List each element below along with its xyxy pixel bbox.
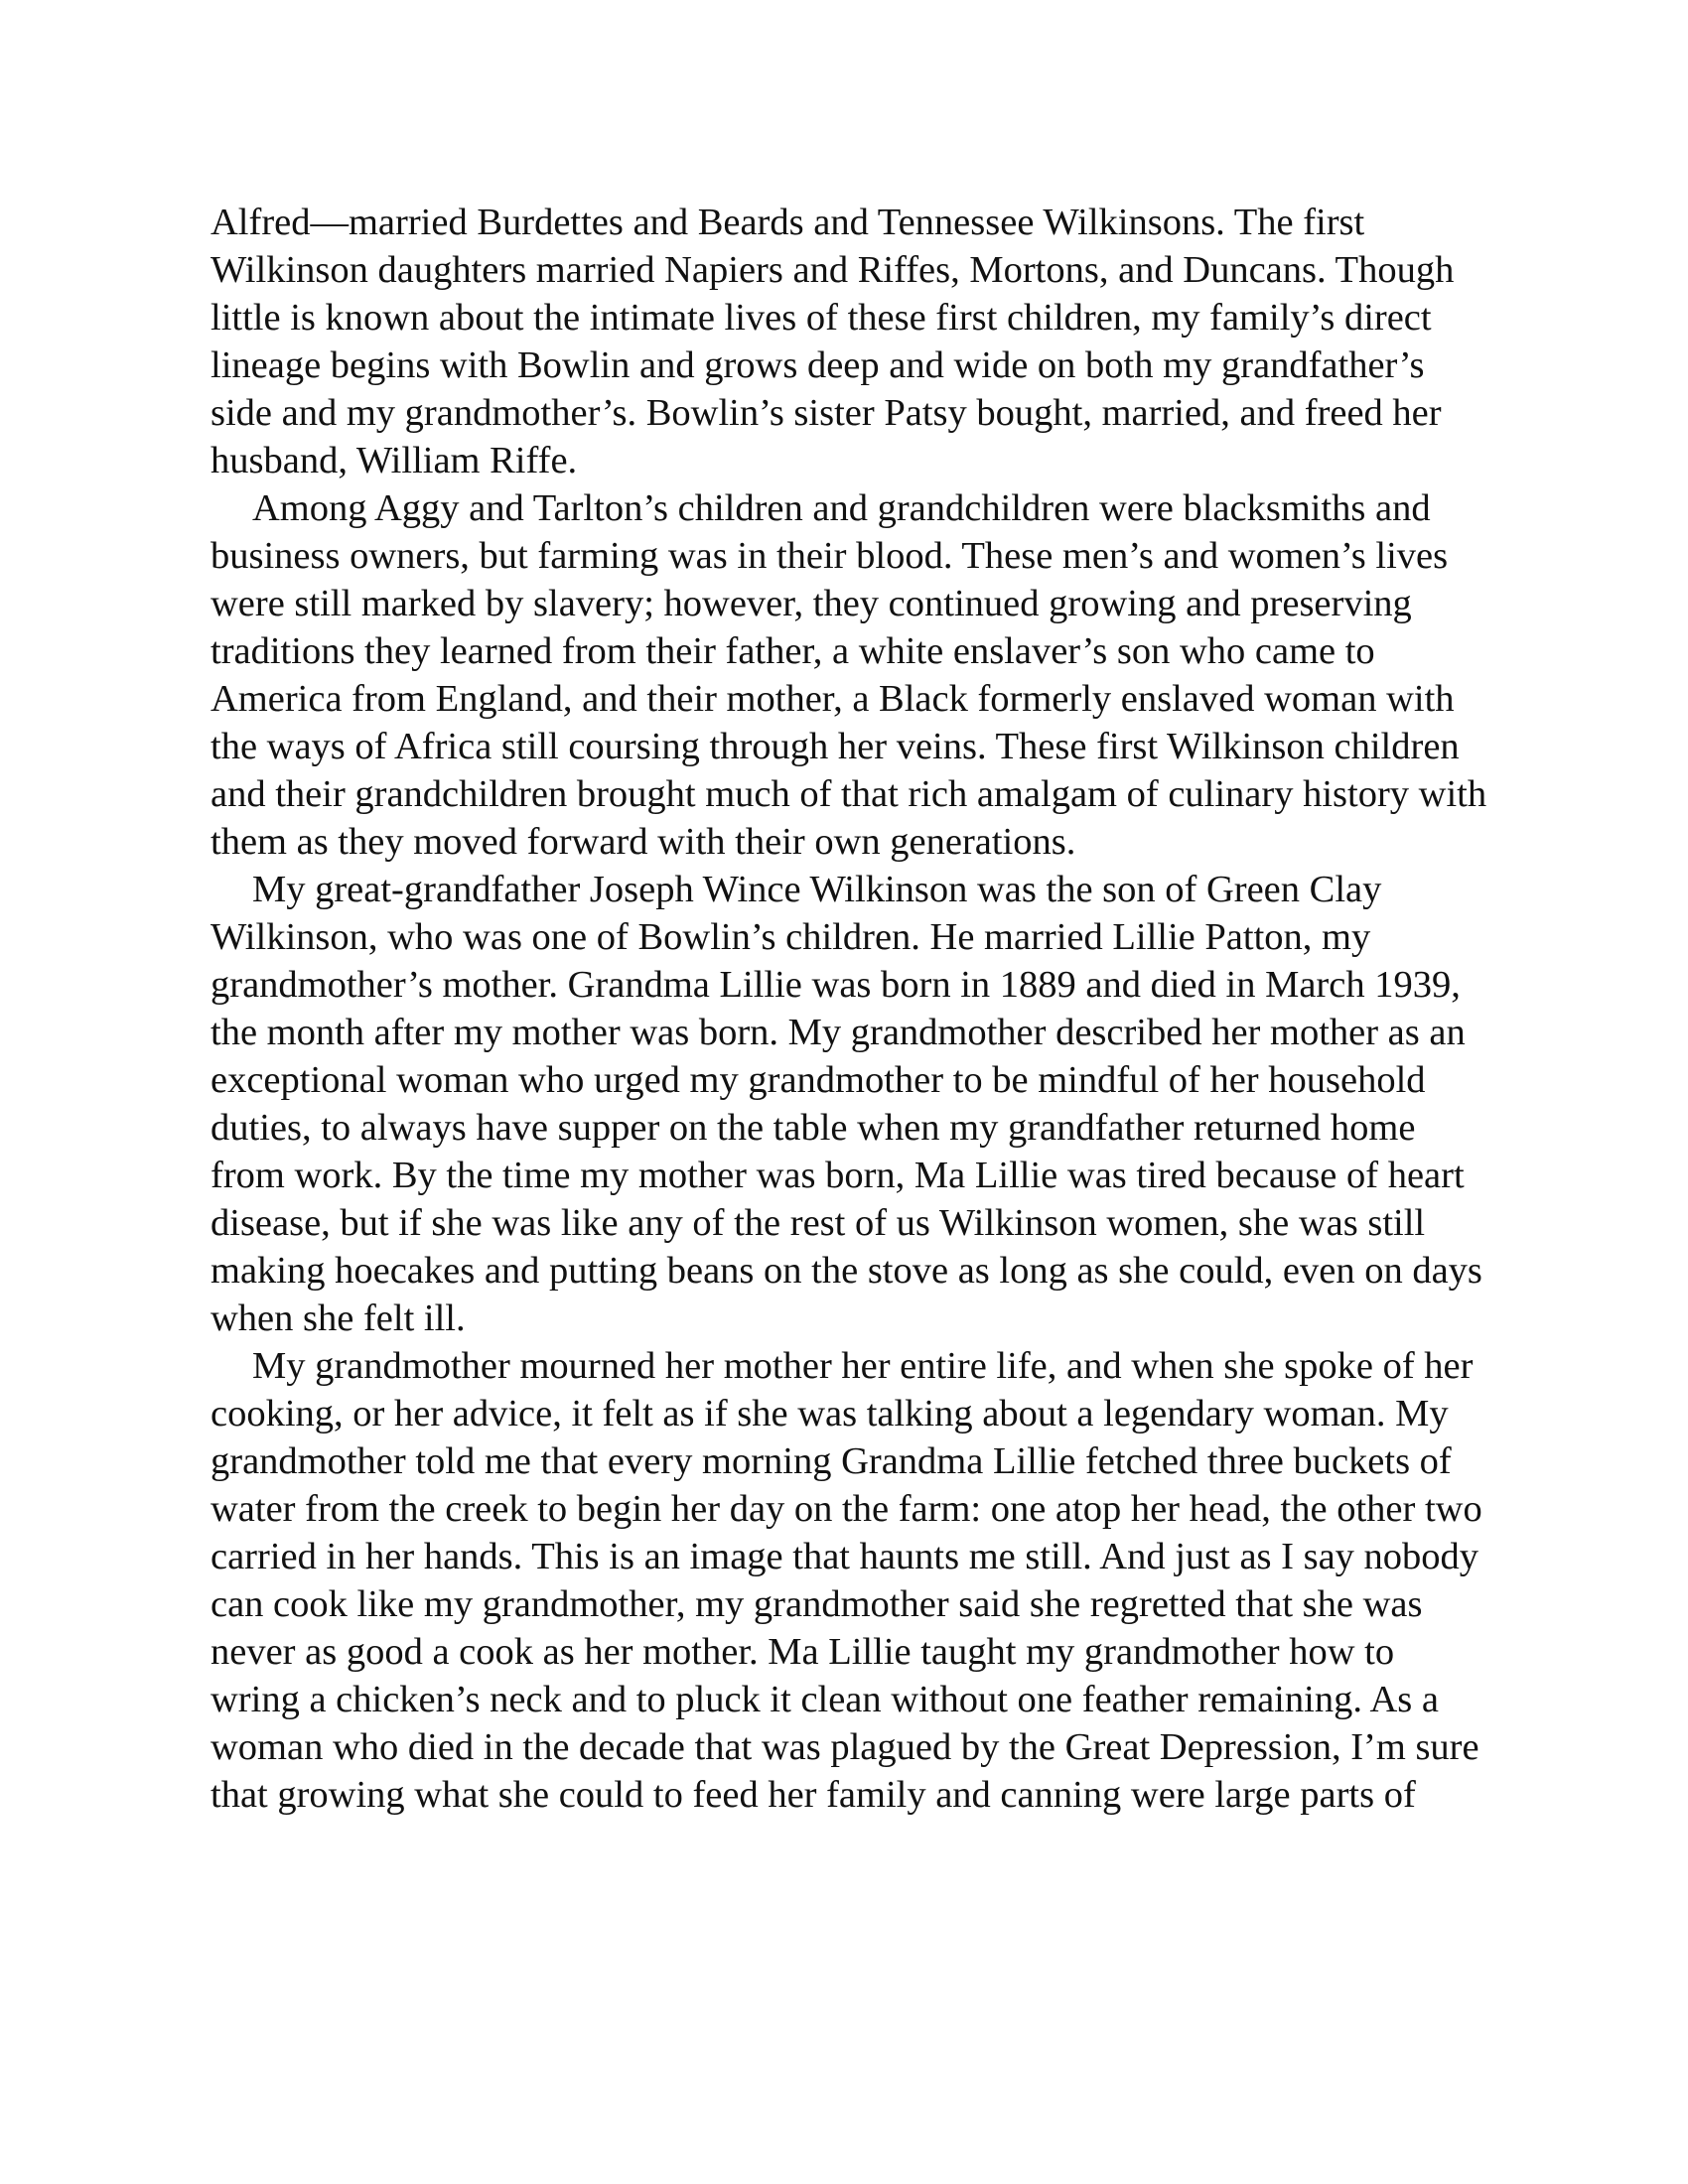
- paragraph-1: Alfred—married Burdettes and Beards and Tennessee Wilkinsons. The first Wilkinson daughters married Napiers and Riffes, Mortons, and Duncans. Though little is known about the intimate lives of these first children, my family’s direct lineage begins with Bowlin and grows deep and wide on both my grandfather’s side and my grandmother’s. Bowlin’s sister Patsy bought, married, and freed her husband, William Riffe.: [211, 202, 1455, 481]
- paragraph-2: Among Aggy and Tarlton’s children and grandchildren were blacksmiths and business owners, but farming was in their blood. These men’s and women’s lives were still marked by slavery; however, they continued growing and preserving traditions they learned from their father, a white enslaver’s son who came to America from England, and their mother, a Black formerly enslaved woman with the ways of Africa still coursing through her veins. These first Wilkinson children and their grandchildren brought much of that rich amalgam of culinary history with them as they moved forward with their own generations.: [211, 487, 1487, 863]
- document-page: [211, 199, 1491, 1819]
- paragraph-3: My great-grandfather Joseph Wince Wilkinson was the son of Green Clay Wilkinson, who was one of Bowlin’s children. He married Lillie Patton, my grandmother’s mother. Grandma Lillie was born in 1889 and died in March 1939, the month after my mother was born. My grandmother described her mother as an exceptional woman who urged my grandmother to be mindful of her household duties, to always have supper on the table when my grandfather returned home from work. By the time my mother was born, Ma Lillie was tired because of heart disease, but if she was like any of the rest of us Wilkinson women, she was still making hoecakes and putting beans on the stove as long as she could, even on days when she felt ill.: [211, 869, 1482, 1339]
- paragraph-4: My grandmother mourned her mother her entire life, and when she spoke of her cooking, or her advice, it felt as if she was talking about a legendary woman. My grandmother told me that every morning Grandma Lillie fetched three buckets of water from the creek to begin her day on the farm: one atop her head, the other two carried in her hands. This is an image that haunts me still. And just as I say nobody can cook like my grandmother, my grandmother said she regretted that she was never as good a cook as her mother. Ma Lillie taught my grandmother how to wring a chicken’s neck and to pluck it clean without one feather remaining. As a woman who died in the decade that was plagued by the Great Depression, I’m sure that growing what she could to feed her family and canning were large parts of: [211, 1345, 1482, 1816]
